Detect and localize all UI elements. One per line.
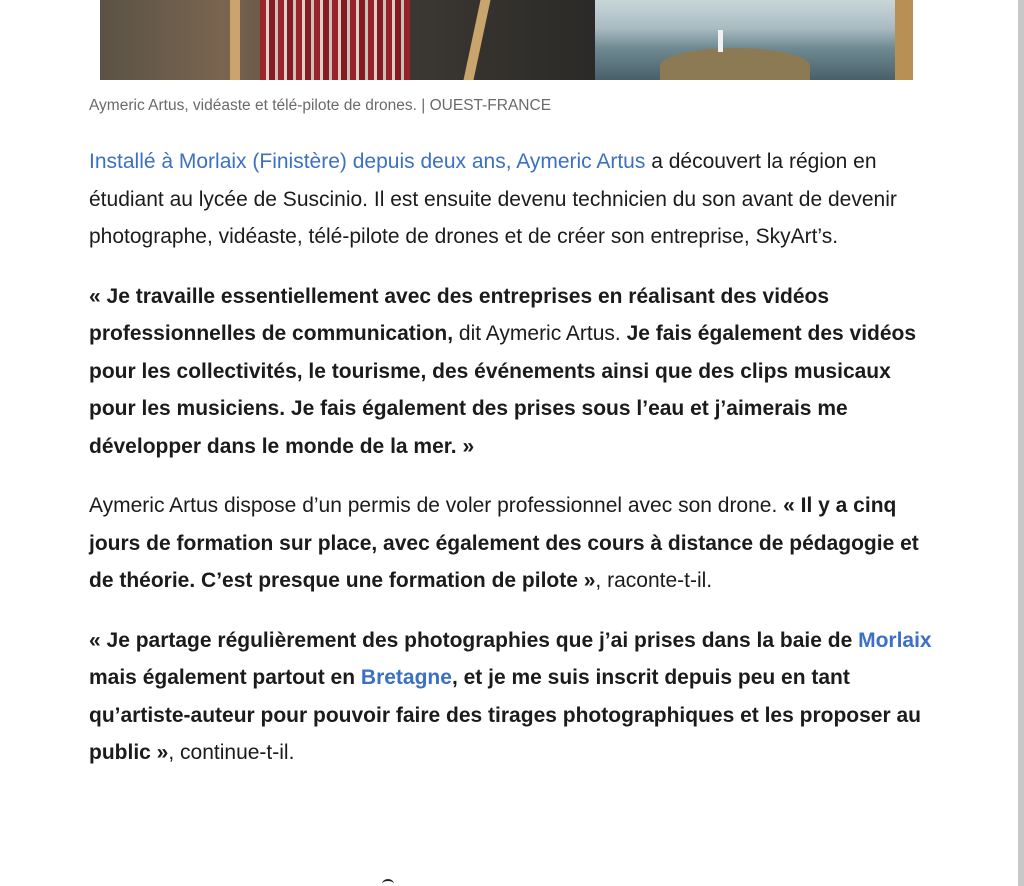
scrollbar[interactable]: [1018, 0, 1024, 886]
quote-training: « Il y a cinq jours de formation sur place, avec également des cours à distance de pédagogie et de théorie. C’est presque une formation de pilote »: [89, 494, 919, 592]
attribution-text: , continue-t-il.: [168, 741, 295, 764]
paragraph-intro: [89, 143, 939, 256]
attribution-text: dit Aymeric Artus.: [453, 322, 627, 345]
quote-photos-part-2: mais également partout en: [89, 666, 361, 689]
paragraph-license: [89, 487, 939, 600]
bretagne-link[interactable]: Bretagne: [360, 666, 452, 689]
quote-part-1: « Je travaille essentiellement avec des entreprises en réalisant des vidéos professionnelles de communication,: [89, 284, 830, 345]
photo-island: [660, 48, 810, 80]
photo-chair-leg: [230, 0, 240, 80]
photo-frame-edge: [895, 0, 913, 80]
license-text: Aymeric Artus dispose d’un permis de voler professionnel avec son drone.: [89, 494, 784, 517]
quote-part-2: Je fais également des vidéos pour les collectivités, le tourisme, des événements ainsi que des clips musicaux pour les musiciens. Je fais également des prises sous l’eau et j’aimerais me développer dans le monde de la mer. »: [89, 322, 917, 458]
article-photo: [100, 0, 913, 80]
intro-text: a découvert la région en étudiant au lycée de Suscinio. Il est ensuite devenu technicien du son avant de devenir photographe, vidéaste, télé-pilote de drones et de créer son entreprise, SkyArt’s.: [89, 150, 897, 248]
paragraph-quote-work: [89, 278, 939, 466]
photo-red-textile: [260, 0, 410, 80]
article-body: [89, 143, 939, 794]
attribution-text: , raconte-t-il.: [595, 569, 713, 592]
intro-link[interactable]: Installé à Morlaix (Finistère) depuis deux ans, Aymeric Artus: [89, 150, 646, 173]
photo-lighthouse: [718, 30, 723, 52]
quote-photos-part-1: « Je partage régulièrement des photographies que j’ai prises dans la baie de: [89, 628, 859, 652]
morlaix-link[interactable]: Morlaix: [858, 628, 932, 652]
photo-caption: Aymeric Artus, vidéaste et télé-pilote de drones. | OUEST-FRANCE: [89, 97, 552, 114]
paragraph-quote-photos: [89, 622, 939, 772]
quote-photos-part-3: , et je me suis inscrit depuis peu en tant qu’artiste-auteur pour pouvoir faire des tirages photographiques et les proposer au public »: [89, 666, 921, 764]
cut-off-glyph: [382, 879, 394, 886]
